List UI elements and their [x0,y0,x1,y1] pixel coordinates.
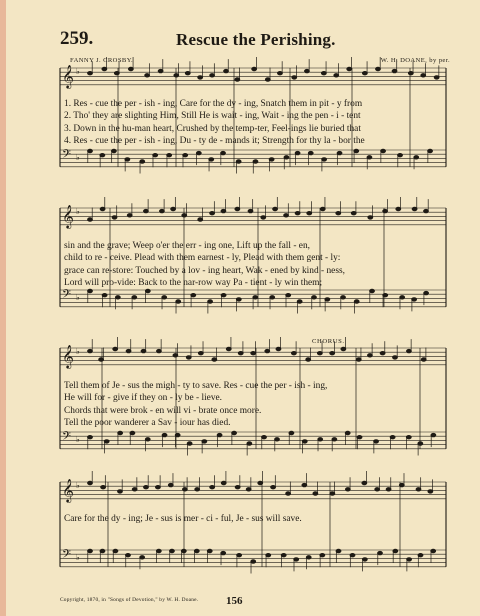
note-head [318,438,323,441]
note-head [210,74,215,77]
page-number: 156 [226,595,243,607]
note-head [286,294,291,297]
note-head [305,69,310,72]
flat-sign-icon: ♭ [76,481,80,490]
note-head [182,214,187,217]
note-head [174,74,179,77]
note-head [281,554,286,557]
note-head [313,492,318,495]
note-head [258,481,263,484]
note-head [424,291,429,294]
note-head [308,151,313,154]
note-head [253,160,258,163]
note-head [196,151,201,154]
flat-sign-icon: ♭ [76,293,80,302]
note-head [336,549,341,552]
note-head [337,151,342,154]
note-head [334,74,339,77]
note-head [424,209,429,212]
note-head [118,431,123,434]
note-head [418,442,423,445]
note-head [325,298,330,301]
note-head [88,149,93,152]
note-head [162,433,167,436]
note-head [126,349,131,352]
flat-sign-icon: ♭ [76,153,80,162]
lyrics-system-1 [64,98,446,147]
note-head [162,296,167,299]
note-head [374,440,379,443]
note-head [88,289,93,292]
note-head [221,551,226,554]
lyric-line: He will for - give if they on - ly be - lieve. [64,393,223,404]
lyric-line: Tell the poor wanderer a Sav - iour has died. [64,417,231,428]
flat-sign-icon: ♭ [76,207,80,216]
lyrics-system-3 [64,380,446,429]
note-head [198,352,203,355]
note-head [376,67,381,70]
note-head [247,442,252,445]
note-head [88,481,93,484]
bass-clef-icon: 𝄢 [62,548,72,564]
note-head [173,354,178,357]
note-head [407,349,412,352]
note-head [104,440,109,443]
note-head [113,549,118,552]
lyric-line: Care for the dy - ing; Je - sus is mer - ci - ful, Je - sus will save. [64,514,302,524]
note-head [167,154,172,157]
note-head [351,212,356,215]
flat-sign-icon: ♭ [76,435,80,444]
bass-clef-icon: 𝄢 [62,148,72,164]
note-head [278,72,283,75]
note-head [156,486,161,489]
note-head [341,347,346,350]
note-head [381,149,386,152]
note-head [238,352,243,355]
note-head [210,212,215,215]
note-head [88,436,93,439]
note-head [383,209,388,212]
note-head [114,72,119,75]
note-head [306,358,311,361]
note-head [434,76,439,79]
note-head [321,72,326,75]
note-head [330,492,335,495]
note-head [421,358,426,361]
note-head [392,69,397,72]
lyric-line: 1. Res - cue the per - ish - ing, Care for the dy - ing, Snatch them in pit - y from [64,99,363,109]
note-head [262,436,267,439]
bass-clef-icon: 𝄢 [62,288,72,304]
note-head [251,560,256,563]
note-head [212,358,217,361]
note-head [398,154,403,157]
note-head [156,549,161,552]
note-head [275,438,280,441]
note-head [320,554,325,557]
note-head [320,207,325,210]
note-head [412,298,417,301]
note-head [286,492,291,495]
note-head [153,154,158,157]
copyright-notice: Copyright, 1870, in "Songs of Devotion," by W. H. Doane. [60,597,199,603]
lyric-line: Chords that were brok - en will vi - brate once more. [64,405,262,416]
note-head [235,207,240,210]
note-head [407,558,412,561]
lyrics-system-2 [64,240,446,289]
note-head [88,349,93,352]
note-head [232,431,237,434]
author-credit: FANNY J. CROSBY. [70,57,134,64]
note-head [252,67,257,70]
note-head [292,76,297,79]
lyric-line: child to re - ceive. Plead with them earnest - ly, Plead with them gent - ly: [64,253,341,264]
note-head [399,483,404,486]
note-head [350,554,355,557]
note-head [111,149,116,152]
note-head [88,549,93,552]
note-head [100,154,105,157]
note-head [125,158,130,161]
note-head [302,483,307,486]
note-head [118,490,123,493]
note-head [368,216,373,219]
note-head [428,149,433,152]
note-head [357,436,362,439]
note-head [88,218,93,221]
note-head [356,358,361,361]
note-head [88,72,93,75]
treble-clef-icon: 𝄞 [62,478,74,502]
note-head [271,486,276,489]
note-head [112,216,117,219]
note-head [368,354,373,357]
note-head [144,486,149,489]
note-head [132,488,137,491]
note-head [306,556,311,559]
note-head [383,294,388,297]
note-head [265,78,270,81]
note-head [115,296,120,299]
note-head [160,209,165,212]
chorus-label: CHORUS. [312,338,345,345]
composer-credit: W. H. DOANE, by per. [380,57,450,64]
note-head [276,347,281,350]
flat-sign-icon: ♭ [76,67,80,76]
note-head [295,151,300,154]
note-head [191,294,196,297]
note-head [198,76,203,79]
note-head [236,160,241,163]
note-head [414,156,419,159]
note-head [132,296,137,299]
note-head [128,67,133,70]
note-head [236,298,241,301]
note-head [330,352,335,355]
note-head [168,483,173,486]
lyric-line: Lord will pro-vide: Back to the nar-row way Pa - tient - ly win them; [64,277,323,288]
note-head [294,558,299,561]
note-head [198,218,203,221]
lyric-line: 3. Down in the hu-man heart, Crushed by the temp-ter, Feel-ings lie buried that [64,123,361,134]
note-head [127,214,132,217]
note-head [362,72,367,75]
note-head [431,549,436,552]
note-head [221,209,226,212]
lyric-line: grace can re-store: Touched by a lov - ing heart, Wak - ened by kind - ness, [64,265,345,276]
note-head [266,554,271,557]
note-head [130,431,135,434]
note-head [221,294,226,297]
note-head [317,352,322,355]
note-head [378,551,383,554]
note-head [176,300,181,303]
hymn-number: 259. [60,28,94,49]
note-head [390,436,395,439]
treble-clef-icon: 𝄞 [62,64,74,88]
note-head [158,69,163,72]
note-head [362,481,367,484]
note-head [302,440,307,443]
note-head [400,296,405,299]
note-head [428,490,433,493]
note-head [181,549,186,552]
note-head [341,296,346,299]
hymn-title: Rescue the Perishing. [176,30,336,49]
note-head [183,488,188,491]
note-head [248,209,253,212]
note-head [207,549,212,552]
note-head [289,431,294,434]
note-head [157,349,162,352]
note-head [226,347,231,350]
note-head [221,151,226,154]
note-head [251,352,256,355]
note-head [99,358,104,361]
note-head [406,436,411,439]
note-head [386,488,391,491]
note-head [367,156,372,159]
note-head [297,300,302,303]
note-head [393,356,398,359]
note-head [141,349,146,352]
note-head [208,300,213,303]
note-head [113,347,118,350]
note-head [416,488,421,491]
note-head [171,207,176,210]
note-head [186,356,191,359]
note-head [269,158,274,161]
note-head [354,300,359,303]
note-head [102,294,107,297]
note-head [418,554,423,557]
lyric-line: 4. Res - cue the per - ish - ing, Du - ty de - mands it; Strength for thy la - bor the [64,135,365,146]
note-head [362,558,367,561]
note-head [237,554,242,557]
note-head [291,352,296,355]
note-head [101,486,106,489]
treble-clef-icon: 𝄞 [62,344,74,368]
note-head [145,289,150,292]
note-head [185,72,190,75]
note-head [246,488,251,491]
note-head [393,549,398,552]
note-head [284,156,289,159]
note-head [412,207,417,210]
note-head [100,207,105,210]
note-head [375,488,380,491]
note-head [421,74,426,77]
note-head [210,486,215,489]
note-head [187,442,192,445]
note-head [431,433,436,436]
note-head [322,158,327,161]
note-head [408,72,413,75]
note-head [370,289,375,292]
lyric-line: 2. Tho' they are slighting Him, Still He is wait - ing, Wait - ing the pen - i - tent [64,111,361,122]
note-head [284,214,289,217]
note-head [307,212,312,215]
treble-clef-icon: 𝄞 [62,204,74,228]
note-head [140,556,145,559]
note-head [209,158,214,161]
note-head [126,554,131,557]
note-head [345,431,350,434]
bass-clef-icon: 𝄢 [62,430,72,446]
note-head [102,67,107,70]
note-head [224,69,229,72]
note-head [396,207,401,210]
flat-sign-icon: ♭ [76,347,80,356]
note-head [202,440,207,443]
lyrics-system-4 [64,513,446,525]
note-head [336,212,341,215]
note-head [221,481,226,484]
note-head [195,488,200,491]
note-head [235,78,240,81]
note-head [140,160,145,163]
note-head [170,549,175,552]
note-head [273,207,278,210]
note-head [253,296,258,299]
note-head [261,216,266,219]
note-head [345,488,350,491]
note-head [145,438,150,441]
note-head [235,486,240,489]
note-head [194,549,199,552]
note-head [380,352,385,355]
note-head [144,209,149,212]
note-head [175,433,180,436]
note-head [332,438,337,441]
note-head [270,296,275,299]
note-head [347,67,352,70]
note-head [354,149,359,152]
note-head [312,296,317,299]
note-head [217,433,222,436]
note-head [265,349,270,352]
note-head [100,549,105,552]
lyric-line: sin and the grave; Weep o'er the err - ing one, Lift up the fall - en, [64,241,310,251]
note-head [183,154,188,157]
note-head [145,74,150,77]
flat-sign-icon: ♭ [76,553,80,562]
lyric-line: Tell them of Je - sus the migh - ty to save. Res - cue the per - ish - ing, [64,381,328,391]
note-head [295,212,300,215]
